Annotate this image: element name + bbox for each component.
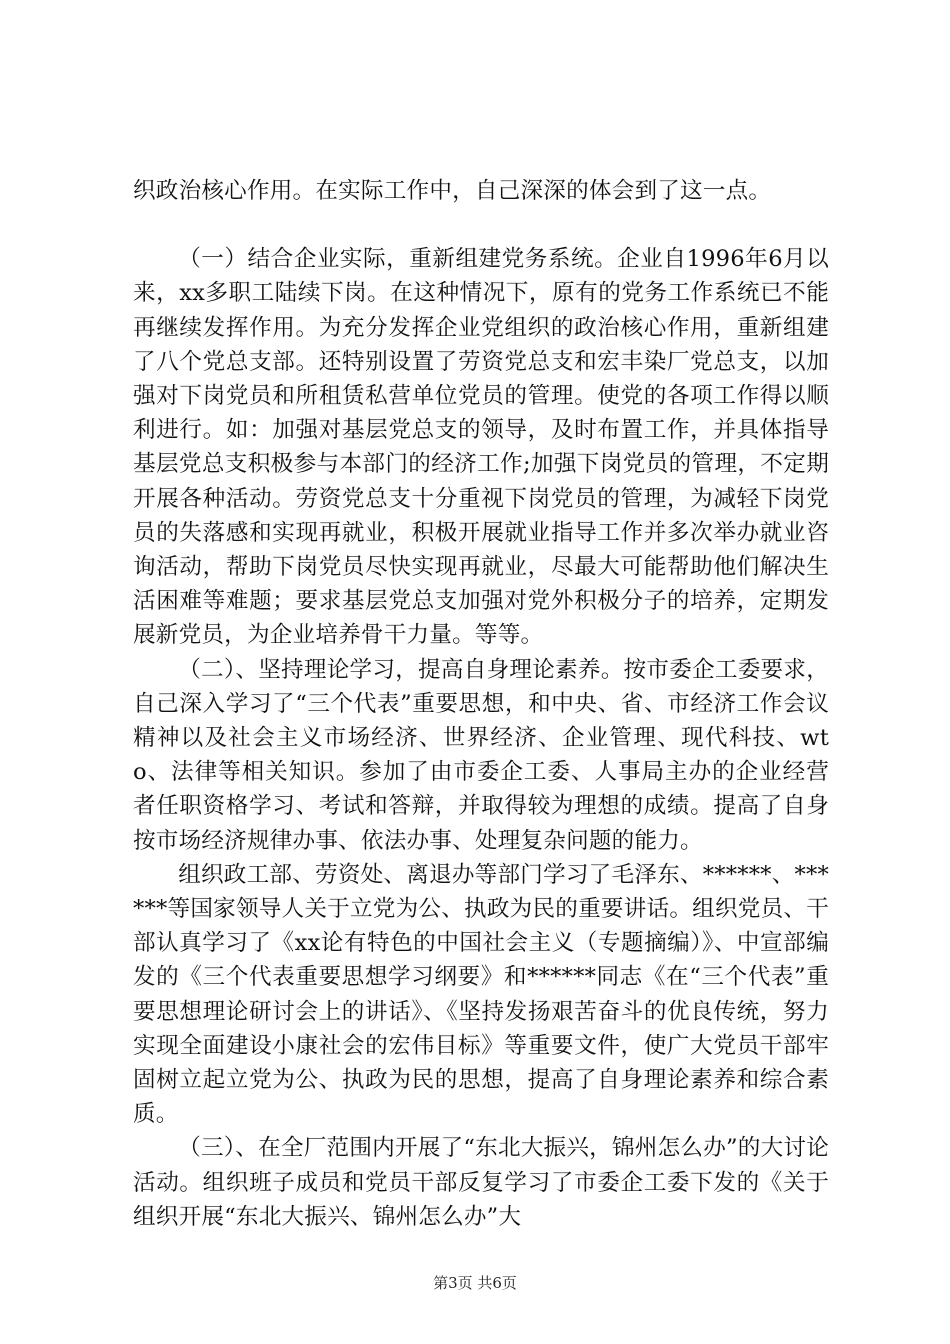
- page-footer: 第3页 共6页: [433, 1274, 517, 1292]
- paragraph-section-one: （一）结合企业实际，重新组建党务系统。企业自1996年6月以来，xx多职工陆续下岗。在这种情况下，原有的党务工作系统已不能再继续发挥作用。为充分发挥企业党组织的政治核心作用，重新组建了八个党总支部。还特别设置了劳资党总支和宏丰染厂党总支，以加强对下岗党员和所租赁私营单位党员的管理。使党的各项工作得以顺利进行。如：加强对基层党总支的领导，及时布置工作，并具体指导基层党总支积极参与本部门的经济工作;加强下岗党员的管理，不定期开展各种活动。劳资党总支十分重视下岗党员的管理，为减轻下岗党员的失落感和实现再就业，积极开展就业指导工作并多次举办就业咨询活动，帮助下岗党员尽快实现再就业，尽最大可能帮助他们解决生活困难等难题；要求基层党总支加强对党外积极分子的培养，定期发展新党员，为企业培养骨干力量。等等。: [133, 246, 829, 649]
- paragraph-section-three: （三）、在全厂范围内开展了“东北大振兴，锦州怎么办”的大讨论活动。组织班子成员和党员干部反复学习了市委企工委下发的《关于组织开展“东北大振兴、锦州怎么办”大: [133, 1135, 829, 1230]
- paragraph-study-organization: 组织政工部、劳资处、离退办等部门学习了毛泽东、******、******等国家领导人关于立党为公、执政为民的重要讲话。组织党员、干部认真学习了《xx论有特色的中国社会主义（专题摘编）》、中宣部编发的《三个代表重要思想学习纲要》和******同志《在“三个代表”重要思想理论研讨会上的讲话》、《坚持发扬艰苦奋斗的优良传统，努力实现全面建设小康社会的宏伟目标》等重要文件，使广大党员干部牢固树立起立党为公、执政为民的思想，提高了自身理论素养和综合素质。: [133, 861, 829, 1128]
- document-body: [133, 174, 829, 1234]
- paragraph-section-two: （二）、坚持理论学习，提高自身理论素养。按市委企工委要求，自己深入学习了“三个代表”重要思想，和中央、省、市经济工作会议精神以及社会主义市场经济、世界经济、企业管理、现代科技、wto、法律等相关知识。参加了由市委企工委、人事局主办的企业经营者任职资格学习、考试和答辩，并取得较为理想的成绩。提高了自身按市场经济规律办事、依法办事、处理复杂问题的能力。: [133, 656, 829, 854]
- paragraph-continuation: 织政治核心作用。在实际工作中，自己深深的体会到了这一点。: [133, 178, 772, 204]
